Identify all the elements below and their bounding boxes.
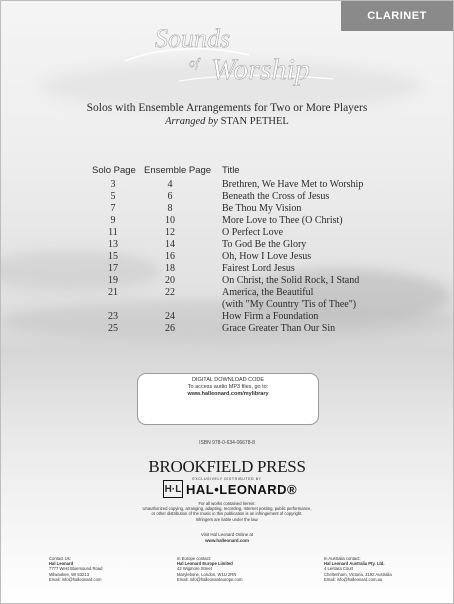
svg-text:Worship: Worship xyxy=(211,53,310,86)
toc-solo-page: 5 xyxy=(110,191,116,202)
toc-row xyxy=(1,299,453,311)
toc-row xyxy=(1,275,453,287)
contact-email: Email: info@halleonardeurope.com xyxy=(177,576,243,582)
toc-ensemble-page: 12 xyxy=(165,227,175,238)
contact-australia xyxy=(324,556,392,582)
toc-row xyxy=(1,179,453,191)
contact-europe xyxy=(177,556,242,582)
toc-row xyxy=(1,251,453,263)
toc-solo-page: 19 xyxy=(108,275,118,286)
contact-address: 4 Lentara Court xyxy=(324,566,354,572)
instrument-tag: CLARINET xyxy=(341,1,453,31)
toc-solo-page: 25 xyxy=(108,323,118,334)
toc-solo-page: 7 xyxy=(110,203,116,214)
publisher-logo: BROOKFIELD PRESS xyxy=(148,457,306,476)
contact-city: Milwaukee, WI 53213 xyxy=(49,571,90,577)
toc-header-solo: Solo Page xyxy=(92,165,136,176)
visit-url[interactable]: www.halleonard.com xyxy=(205,537,249,543)
toc-title: Brethren, We Have Met to Worship xyxy=(222,179,364,190)
toc-title: Fairest Lord Jesus xyxy=(222,263,295,274)
toc-ensemble-page: 6 xyxy=(167,191,173,202)
svg-text:Sounds: Sounds xyxy=(155,24,231,53)
toc-row xyxy=(1,311,453,323)
toc-header-ensemble: Ensemble Page xyxy=(144,165,212,176)
toc-title: Beneath the Cross of Jesus xyxy=(222,191,330,202)
toc-ensemble-page: 22 xyxy=(165,287,175,298)
contact-label: In Australia contact: xyxy=(324,556,361,561)
svg-text:of: of xyxy=(189,55,200,70)
arranger-line xyxy=(1,116,453,127)
contact-city: Marylebone, London, W1U 2RN xyxy=(177,571,237,577)
contact-city: Cheltenham, Victoria, 3192 Australia xyxy=(324,571,392,577)
toc-row xyxy=(1,227,453,239)
legal-line: For all works contained herein: xyxy=(198,501,256,506)
visit-label: Visit Hal Leonard Online at xyxy=(200,532,254,537)
toc-ensemble-page: 14 xyxy=(165,239,175,250)
digital-download-box xyxy=(137,373,319,425)
toc-ensemble-page: 10 xyxy=(165,215,175,226)
toc-ensemble-page: 20 xyxy=(165,275,175,286)
contact-email: Email: info@halleonard.com xyxy=(49,576,102,582)
download-instruction: To access audio MP3 files, go to: xyxy=(187,384,269,390)
toc-row xyxy=(1,203,453,215)
toc-solo-page: 11 xyxy=(108,227,118,238)
hal-leonard-mark-icon: H·L xyxy=(163,480,183,498)
toc-title: America, the Beautiful xyxy=(222,287,314,298)
sounds-of-worship-logo xyxy=(119,17,339,97)
toc-header-title: Title xyxy=(222,165,240,176)
arranger-name: STAN PETHEL xyxy=(220,116,289,127)
toc-title: Be Thou My Vision xyxy=(222,203,302,214)
toc-ensemble-page: 4 xyxy=(167,179,173,190)
visit-online xyxy=(1,532,453,543)
subtitle: Solos with Ensemble Arrangements for Two or More Players xyxy=(86,102,368,114)
toc-title: On Christ, the Solid Rock, I Stand xyxy=(222,275,360,286)
toc-ensemble-page: 16 xyxy=(165,251,175,262)
contact-us xyxy=(49,556,102,582)
arranged-by-label: Arranged by xyxy=(165,116,218,127)
toc-row xyxy=(1,215,453,227)
contact-name: Hal Leonard Europe Limited xyxy=(177,561,233,567)
toc-solo-page: 17 xyxy=(108,263,118,274)
contact-label: Contact Us: xyxy=(49,556,71,561)
copyright-notice xyxy=(1,501,453,522)
toc-solo-page: 15 xyxy=(108,251,118,262)
toc-solo-page: 23 xyxy=(108,311,118,322)
toc-row xyxy=(1,323,453,335)
toc-title: How Firm a Foundation xyxy=(222,311,319,322)
distributed-by: EXCLUSIVELY DISTRIBUTED BY xyxy=(192,477,262,481)
contact-address: 42 Wigmore Street xyxy=(177,566,212,572)
isbn: ISBN 978-0-634-06678-8 xyxy=(199,440,255,446)
toc-title: More Love to Thee (O Christ) xyxy=(222,215,343,226)
legal-line: Unauthorized copying, arranging, adapting, recording, Internet posting, public performance, xyxy=(142,506,312,512)
toc-title: Oh, How I Love Jesus xyxy=(222,251,312,262)
contact-label: In Europe contact: xyxy=(177,556,211,561)
contact-address: 7777 West Bluemound Road xyxy=(49,566,103,572)
legal-line: Infringers are liable under the law. xyxy=(195,516,259,522)
toc-title: O Perfect Love xyxy=(222,227,284,238)
download-title: DIGITAL DOWNLOAD CODE xyxy=(191,377,265,383)
toc-solo-page: 13 xyxy=(108,239,118,250)
toc-row xyxy=(1,263,453,275)
toc-solo-page: 9 xyxy=(110,215,116,226)
toc-title: Grace Greater Than Our Sin xyxy=(222,323,336,334)
toc-solo-page: 21 xyxy=(108,287,118,298)
hal-leonard-logo xyxy=(163,480,297,498)
toc-row xyxy=(1,287,453,299)
download-url[interactable]: www.halleonard.com/mylibrary xyxy=(187,391,269,397)
contact-name: Hal Leonard xyxy=(49,561,74,567)
contact-email: Email: info@halleonard.com.au xyxy=(324,576,383,582)
hal-leonard-wordmark: HAL•LEONARD® xyxy=(186,481,298,497)
toc-ensemble-page: 8 xyxy=(167,203,173,214)
toc-row xyxy=(1,191,453,203)
toc-ensemble-page: 24 xyxy=(165,311,175,322)
legal-line: or other distribution of the music in this publication is an infringement of copyright. xyxy=(151,511,303,517)
toc-row xyxy=(1,239,453,251)
contact-name: Hal Leonard Australia Pty. Ltd. xyxy=(324,561,385,567)
toc-ensemble-page: 26 xyxy=(165,323,175,334)
toc-title: (with "My Country 'Tis of Thee") xyxy=(222,299,357,310)
toc-solo-page: 3 xyxy=(110,179,116,190)
toc-ensemble-page: 18 xyxy=(165,263,175,274)
toc-title: To God Be the Glory xyxy=(222,239,307,250)
